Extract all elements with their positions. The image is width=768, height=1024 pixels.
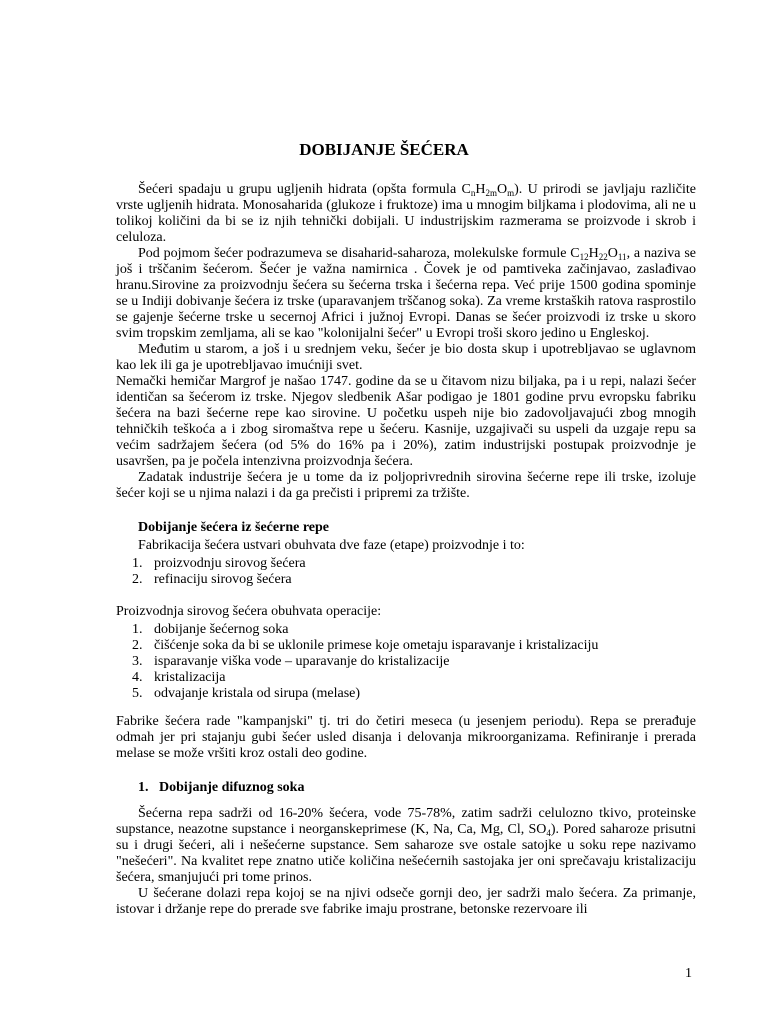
phases-list bbox=[116, 556, 696, 588]
section-number: 1. bbox=[138, 780, 149, 795]
section-beet-intro: Fabrikacija šećera ustvari obuhvata dve faze (etape) proizvodnje i to: bbox=[138, 538, 525, 553]
intro-paragraph-1: Šećeri spadaju u grupu ugljenih hidrata (opšta formula $C_nH_{2m}O_m$). U prirodi se javljaju različite vrste ugljenih hidrata. Monosaharida (glukoze i fruktoze) ima u mnogim biljkama i plodovima, ali ne u tolikoj količini da bi se iz njih tehnički dobijali. U industrijskim razmerama se proizvode i skrob i celuloza. bbox=[116, 182, 697, 245]
list-item: 2. čišćenje soka da bi se uklonile primese koje ometaju isparavanje i kristalizaciju bbox=[146, 638, 696, 654]
section-diffusion bbox=[116, 780, 696, 918]
list-item: 4. kristalizacija bbox=[146, 670, 696, 686]
intro-paragraph-2: Pod pojmom šećer podrazumeva se disaharid-saharoza, molekulske formule $C_{12}H_{22}O_{11}$, a naziva se još i trščanim šećerom. Šećer je važna namirnica . Čovek je od pamtiveka začinjavao, zaslađivao hranu.Sirovine za proizvodnju šećera su šećerna trska i šećerna repa. Već prije 1500 godina spominje se u Indiji dobivanje šećera iz trske (uparavanjem trščanog soka). Za vreme krstaških ratova rasprostilo se gajenje šećerne trske u secernoj Africi i južnoj Evropi. Danas se šećer proizvodi iz trske u skoro svim tropskim zemljama, ali se kao "kolonijalni šećer" u Evropi troši skoro jedino u Engleskoj. bbox=[116, 246, 696, 341]
section-beet bbox=[116, 520, 696, 762]
list-item: 2. refinaciju sirovog šećera bbox=[146, 572, 696, 588]
section-beet-heading: Dobijanje šećera iz šećerne repe bbox=[138, 520, 329, 535]
document-body bbox=[116, 180, 696, 918]
list-item: 3. isparavanje viška vode – uparavanje do kristalizacije bbox=[146, 654, 696, 670]
diffusion-paragraph-2: U šećerane dolazi repa kojoj se na njivi odseče gornji deo, jer sadrži malo šećera. Za primanje, istovar i držanje repe do prerade sve fabrike imaju prostrane, betonske rezervoare ili bbox=[116, 886, 696, 917]
operations-list bbox=[116, 622, 696, 702]
operations-intro: Proizvodnja sirovog šećera obuhvata operacije: bbox=[116, 604, 382, 619]
document-title: DOBIJANJE ŠEĆERA bbox=[299, 140, 469, 159]
campaign-paragraph: Fabrike šećera rade "kampanjski" tj. tri do četiri meseca (u jesenjem periodu). Repa se prerađuje odmah jer pri stajanju gubi šećer usled disanja i delovanja mikroorganizama. Refiniranje i prerada melase se može vršiti kroz ostali deo godine. bbox=[116, 714, 696, 761]
diffusion-paragraph-1: Šećerna repa sadrži od 16-20% šećera, vode 75-78%, zatim sadrži celulozno tkivo, proteinske supstance, neazotne supstance i neorganskeprimese (K, Na, Ca, Mg, Cl, $SO_4$). Pored saharoze prisutni su i drugi šećeri, ali i nešećerne supstance. Sem saharoze sve ostale satojke u soku repe nazivamo "nešećeri". Na kvalitet repe znatno utiče količina nešećernih sastojaka jer oni sprečavaju kristalizaciju šećera, smanjujući pri tome prinos. bbox=[116, 806, 696, 885]
section-diffusion-heading bbox=[116, 780, 696, 796]
list-item: 1. proizvodnju sirovog šećera bbox=[146, 556, 696, 572]
list-item: 1. dobijanje šećernog soka bbox=[146, 622, 696, 638]
intro-paragraph-3: Međutim u starom, a još i u srednjem veku, šećer je bio dosta skup i upotrebljavao se uglavnom kao lek ili ga je upotrebljavao imućniji svet. bbox=[116, 342, 696, 373]
intro-paragraph-4: Nemački hemičar Margrof je našao 1747. godine da se u čitavom nizu biljaka, pa i u repi, nalazi šećer identičan sa šećerom iz trske. Njegov sledbenik Ašar podigao je 1801 godine prvu evropsku fabriku šećera na bazi šećerne repe kao sirovine. U početku uspeh nije bio zadovoljavajući zbog mnogih tehničkih teškoća a i zbog siromaštva repe u šećeru. Kasnije, uzgajivači su uspeli da uzgaje repu sa većim sadržajem šećera (od 5% do 16% pa i 20%), zatim industrijski postupak proizvodnje je usavršen, pa je počela intenzivna proizvodnja šećera. bbox=[116, 374, 696, 469]
page-number: 1 bbox=[685, 966, 692, 981]
intro-paragraph-5: Zadatak industrije šećera je u tome da iz poljoprivrednih sirovina šećerne repe ili trske, izoluje šećer koji se u njima nalazi i da ga prečisti i pripremi za tržište. bbox=[116, 470, 696, 501]
section-title: Dobijanje difuznog soka bbox=[159, 780, 305, 795]
list-item: 5. odvajanje kristala od sirupa (melase) bbox=[146, 686, 696, 702]
